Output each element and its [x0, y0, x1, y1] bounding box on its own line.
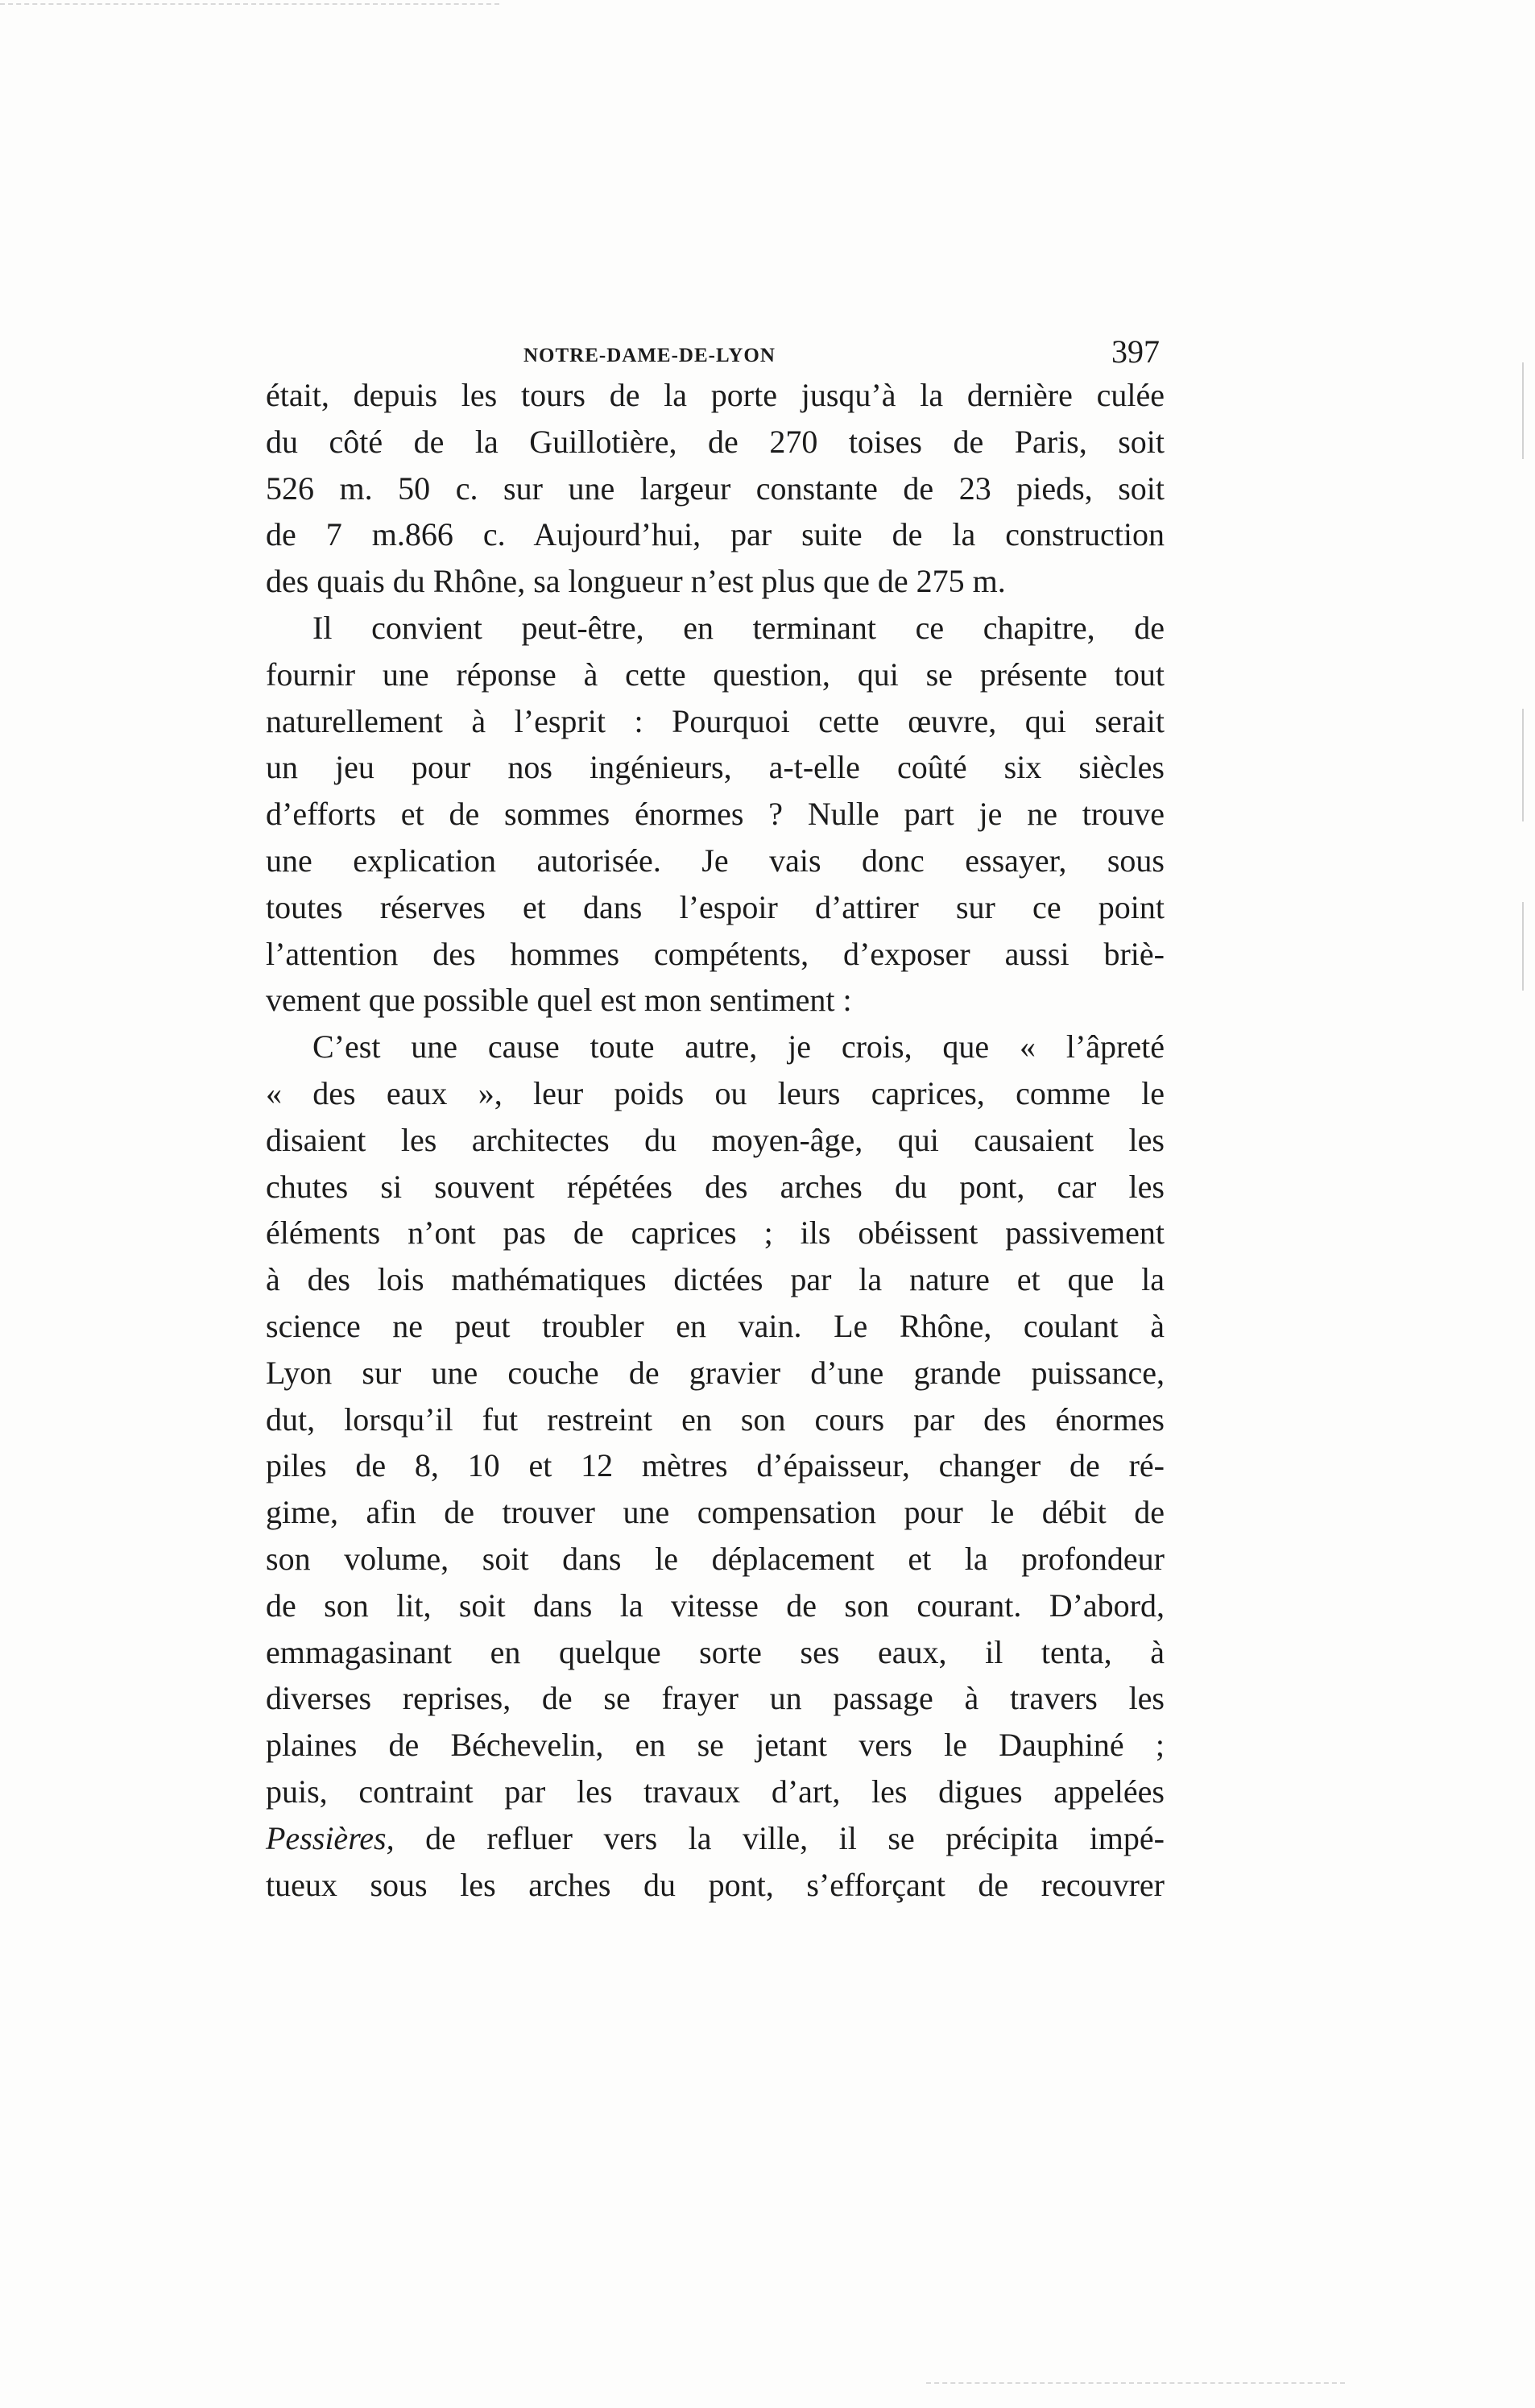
italic-term: Pessières, [266, 1819, 395, 1856]
scan-edge-mark [1522, 902, 1524, 991]
text-line: Il convient peut-être, en terminant ce chapitre, de [312, 609, 1165, 646]
text-line: naturellement à l’esprit : Pourquoi cette œuvre, qui serait [266, 702, 1165, 739]
text-line: d’efforts et de sommes énormes ? Nulle part je ne trouve [266, 796, 1165, 833]
text-line: de 7 m.866 c. Aujourd’hui, par suite de la construction [266, 516, 1165, 553]
text-line: éléments n’ont pas de caprices ; ils obéissent passivement [266, 1214, 1165, 1252]
scan-edge-marks-bottom [926, 2382, 1345, 2387]
text-line: de son lit, soit dans la vitesse de son courant. D’abord, [266, 1587, 1165, 1624]
text-line: diverses reprises, de se frayer un passage à travers les [266, 1680, 1165, 1717]
running-title: NOTRE-DAME-DE-LYON [523, 345, 776, 366]
text-line: chutes si souvent répétées des arches du pont, car les [266, 1168, 1165, 1205]
text-line: science ne peut troubler en vain. Le Rhône, coulant à [266, 1307, 1165, 1344]
text-line: emmagasinant en quelque sorte ses eaux, il tenta, à [266, 1633, 1165, 1670]
page-header [274, 329, 1160, 377]
text-line: tueux sous les arches du pont, s’efforçant de recouvrer [266, 1866, 1165, 1903]
text-line: toutes réserves et dans l’espoir d’attirer sur ce point [266, 888, 1165, 925]
text-line: un jeu pour nos ingénieurs, a-t-elle coûté six siècles [266, 749, 1165, 786]
text-line: était, depuis les tours de la porte jusqu’à la dernière culée [266, 377, 1165, 413]
text-line: piles de 8, 10 et 12 mètres d’épaisseur, changer de ré- [266, 1447, 1165, 1484]
text-line: « des eaux », leur poids ou leurs caprices, comme le [266, 1074, 1165, 1111]
scan-edge-mark [1522, 709, 1524, 821]
text-line: gime, afin de trouver une compensation pour le débit de [266, 1494, 1165, 1531]
text-line: une explication autorisée. Je vais donc essayer, sous [266, 842, 1165, 879]
text-line: fournir une réponse à cette question, qui se présente tout [266, 656, 1165, 693]
body-text [266, 372, 1165, 1908]
text-line [266, 1815, 1165, 1862]
text-line: à des lois mathématiques dictées par la nature et que la [266, 1261, 1165, 1298]
page-number: 397 [1111, 333, 1160, 370]
text-line: Lyon sur une couche de gravier d’une grande puissance, [266, 1354, 1165, 1391]
text-line: dut, lorsqu’il fut restreint en son cours par des énormes [266, 1401, 1165, 1438]
text-line: des quais du Rhône, sa longueur n’est plus que de 275 m. [266, 563, 1006, 600]
text-line: plaines de Béchevelin, en se jetant vers le Dauphiné ; [266, 1727, 1165, 1764]
text-fragment: de refluer vers la ville, il se précipita impé- [394, 1819, 1165, 1856]
text-line: son volume, soit dans le déplacement et la profondeur [266, 1540, 1165, 1577]
text-line: du côté de la Guillotière, de 270 toises de Paris, soit [266, 423, 1165, 460]
scan-edge-mark [1522, 362, 1524, 459]
text-line: vement que possible quel est mon sentiment : [266, 982, 852, 1019]
text-line: C’est une cause toute autre, je crois, que « l’âpreté [312, 1028, 1165, 1065]
text-line: l’attention des hommes compétents, d’exposer aussi briè- [266, 935, 1165, 972]
text-line: 526 m. 50 c. sur une largeur constante de 23 pieds, soit [266, 470, 1165, 507]
text-line: disaient les architectes du moyen-âge, qui causaient les [266, 1121, 1165, 1158]
text-line: puis, contraint par les travaux d’art, les digues appelées [266, 1773, 1165, 1810]
scan-edge-marks-top [0, 3, 499, 8]
